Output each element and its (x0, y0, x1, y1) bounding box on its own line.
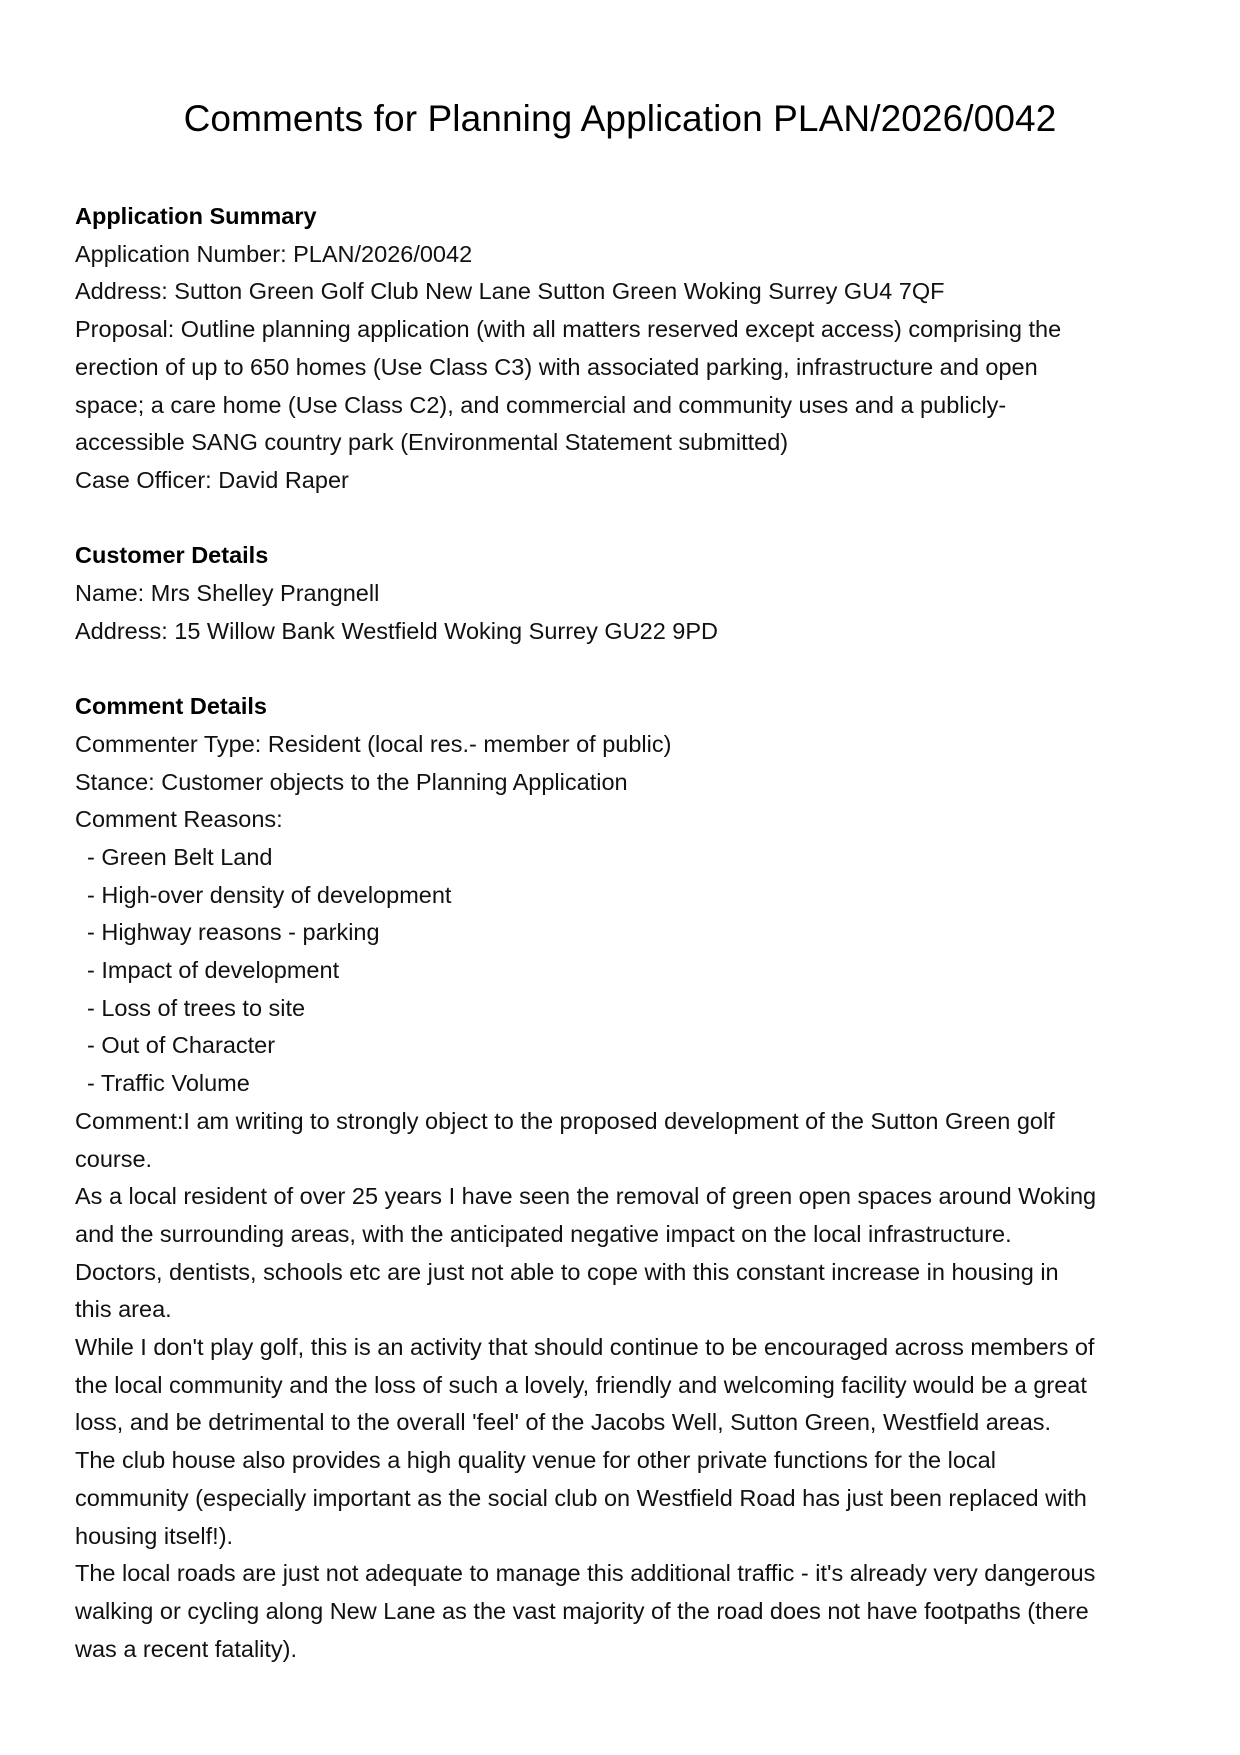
page-title: Comments for Planning Application PLAN/2026/0042 (183, 98, 1057, 139)
comment-text-line: loss, and be detrimental to the overall 'feel' of the Jacobs Well, Sutton Green, Westfield areas. (75, 1409, 1052, 1436)
comment-reasons-label: Comment Reasons: (75, 806, 283, 833)
proposal-line: space; a care home (Use Class C2), and commercial and community uses and a publicly- (75, 391, 1007, 418)
section-spacer (75, 650, 1175, 688)
application-number: Application Number: PLAN/2026/0042 (75, 240, 473, 267)
comment-text-line: walking or cycling along New Lane as the vast majority of the road does not have footpaths (there (75, 1597, 1089, 1624)
comment-text-line: While I don't play golf, this is an activity that should continue to be encouraged across members of (75, 1334, 1095, 1361)
section-spacer (75, 500, 1175, 538)
case-officer: Case Officer: David Raper (75, 466, 349, 493)
application-summary-section (75, 198, 1175, 500)
comment-text-line: housing itself!). (75, 1522, 234, 1549)
comment-details-heading: Comment Details (75, 693, 267, 720)
comment-reason-item: - Highway reasons - parking (87, 919, 380, 946)
comment-reason-item: - Loss of trees to site (87, 994, 306, 1021)
comment-text-line: this area. (75, 1296, 172, 1323)
comment-reason-item: - Traffic Volume (87, 1070, 250, 1097)
application-address: Address: Sutton Green Golf Club New Lane Sutton Green Woking Surrey GU4 7QF (75, 278, 945, 305)
comment-text-line: community (especially important as the social club on Westfield Road has just been replaced with (75, 1484, 1087, 1511)
comment-text-line: Doctors, dentists, schools etc are just not able to cope with this constant increase in housing in (75, 1258, 1059, 1285)
customer-address: Address: 15 Willow Bank Westfield Woking Surrey GU22 9PD (75, 617, 719, 644)
comment-text-line: As a local resident of over 25 years I have seen the removal of green open spaces around Woking (75, 1183, 1097, 1210)
proposal-line: accessible SANG country park (Environmental Statement submitted) (75, 429, 789, 456)
document-content (75, 198, 1175, 1668)
comment-text-line: The local roads are just not adequate to manage this additional traffic - it's already very dangerous (75, 1560, 1096, 1587)
comment-reason-item: - Out of Character (87, 1032, 276, 1059)
comment-text-line: Comment:I am writing to strongly object to the proposed development of the Sutton Green golf (75, 1107, 1055, 1134)
proposal-line: Proposal: Outline planning application (with all matters reserved except access) comprising the (75, 316, 1062, 343)
comment-text-line: and the surrounding areas, with the anticipated negative impact on the local infrastructure. (75, 1220, 1012, 1247)
customer-details-section (75, 537, 1175, 650)
stance: Stance: Customer objects to the Planning Application (75, 768, 628, 795)
proposal-line: erection of up to 650 homes (Use Class C3) with associated parking, infrastructure and open (75, 353, 1038, 380)
comment-text-line: course. (75, 1145, 153, 1172)
comment-text-line: the local community and the loss of such a lovely, friendly and welcoming facility would be a great (75, 1371, 1087, 1398)
customer-details-heading: Customer Details (75, 542, 269, 569)
comment-reason-item: - Green Belt Land (87, 843, 273, 870)
comment-text-line: The club house also provides a high quality venue for other private functions for the local (75, 1447, 996, 1474)
comment-reason-item: - High-over density of development (87, 881, 452, 908)
comment-details-section (75, 688, 1175, 1668)
commenter-type: Commenter Type: Resident (local res.- member of public) (75, 730, 672, 757)
customer-name: Name: Mrs Shelley Prangnell (75, 580, 380, 607)
application-summary-heading: Application Summary (75, 203, 317, 229)
comment-reason-item: - Impact of development (87, 957, 340, 984)
comment-text-line: was a recent fatality). (75, 1635, 298, 1662)
